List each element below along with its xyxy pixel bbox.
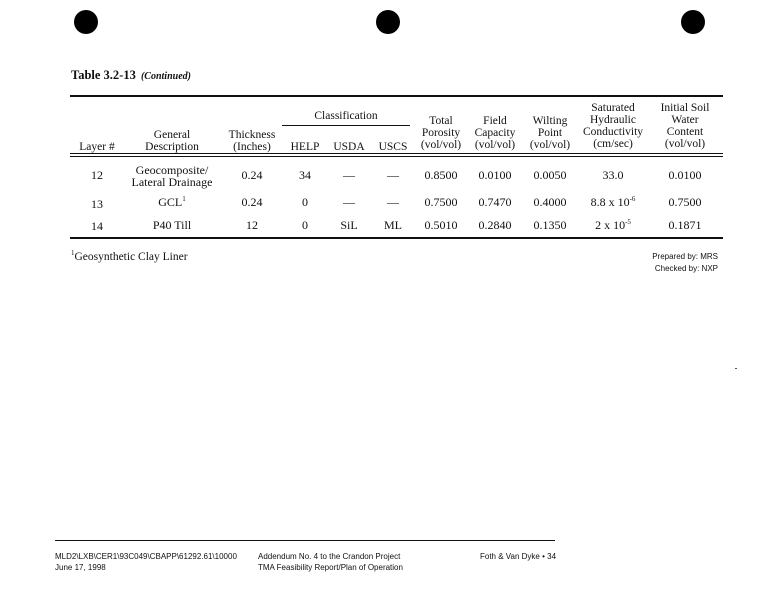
header-saturated-4: (cm/sec) — [593, 138, 633, 150]
header-initial-1: Initial Soil — [660, 102, 710, 114]
classification-rule — [282, 125, 410, 126]
cell-layer: 13 — [91, 197, 103, 211]
cell-description-1: Geocomposite/ — [135, 163, 209, 177]
header-total-1: Total — [429, 115, 453, 127]
cell-help: 0 — [302, 195, 308, 209]
conductivity-exponent: -6 — [629, 195, 636, 203]
table-bottom-rule — [70, 237, 723, 239]
prepared-by: Prepared by: MRS — [652, 252, 718, 261]
header-initial-2: Water — [671, 114, 699, 126]
header-total-2: Porosity — [421, 127, 461, 139]
cell-thickness: 0.24 — [241, 168, 263, 182]
cell-usda: — — [343, 195, 355, 209]
header-initial-3: Content — [666, 126, 704, 138]
footnote-reference: 1 — [182, 195, 186, 203]
header-wilting-2: Point — [537, 127, 563, 139]
table-top-rule — [70, 95, 723, 97]
header-wilting-1: Wilting — [532, 115, 568, 127]
conductivity-exponent: -5 — [625, 218, 631, 226]
footnote-mark: 1 — [71, 249, 75, 258]
header-rule-upper — [70, 153, 723, 154]
table-title — [71, 68, 191, 83]
cell-initial-water: 0.7500 — [668, 195, 702, 209]
header-initial-4: (vol/vol) — [664, 138, 706, 150]
cell-conductivity — [578, 219, 648, 232]
header-saturated-3: Conductivity — [582, 126, 644, 138]
cell-uscs: — — [387, 195, 399, 209]
cell-help: 0 — [302, 218, 308, 232]
cell-conductivity — [578, 196, 648, 209]
cell-field-capacity: 0.7470 — [478, 195, 512, 209]
cell-help: 34 — [299, 168, 311, 182]
cell-initial-water: 0.0100 — [668, 168, 702, 182]
cell-porosity: 0.8500 — [424, 168, 458, 182]
header-wilting-3: (vol/vol) — [529, 139, 571, 151]
header-help: HELP — [290, 141, 320, 153]
header-classification: Classification — [314, 110, 378, 122]
table-number: Table 3.2-13 — [71, 68, 136, 82]
table-continued-label: (Continued) — [140, 71, 191, 82]
cell-conductivity: 33.0 — [602, 168, 624, 182]
cell-layer: 12 — [91, 168, 103, 182]
footer-rule — [55, 540, 555, 541]
checked-by: Checked by: NXP — [654, 264, 718, 273]
header-general-1: General — [153, 129, 191, 141]
footnote-text: Geosynthetic Clay Liner — [74, 251, 188, 263]
cell-description: P40 Till — [152, 218, 192, 232]
conductivity-base: 8.8 x 10 — [590, 195, 630, 209]
header-total-3: (vol/vol) — [420, 139, 462, 151]
cell-uscs: ML — [384, 218, 402, 232]
cell-wilting-point: 0.4000 — [533, 195, 567, 209]
footnote — [71, 251, 188, 263]
header-thickness-1: Thickness — [228, 129, 276, 141]
header-field-3: (vol/vol) — [474, 139, 516, 151]
binder-hole-right — [681, 10, 705, 34]
header-usda: USDA — [333, 141, 365, 153]
cell-field-capacity: 0.0100 — [478, 168, 512, 182]
cell-wilting-point: 0.0050 — [533, 168, 567, 182]
cell-thickness: 12 — [246, 218, 258, 232]
cell-description-2: Lateral Drainage — [131, 175, 213, 189]
binder-hole-center — [376, 10, 400, 34]
stray-mark — [735, 368, 737, 369]
header-uscs: USCS — [378, 141, 408, 153]
header-saturated-2: Hydraulic — [590, 114, 636, 126]
footer-page-number: Foth & Van Dyke • 34 — [480, 552, 557, 561]
cell-field-capacity: 0.2840 — [478, 218, 512, 232]
cell-description-text: GCL — [158, 195, 183, 209]
cell-usda: — — [343, 168, 355, 182]
cell-uscs: — — [387, 168, 399, 182]
cell-thickness: 0.24 — [241, 195, 263, 209]
cell-initial-water: 0.1871 — [668, 218, 702, 232]
cell-usda: SiL — [340, 218, 358, 232]
header-field-2: Capacity — [474, 127, 516, 139]
cell-layer: 14 — [91, 219, 103, 233]
header-thickness-2: (Inches) — [233, 141, 271, 153]
header-saturated-1: Saturated — [591, 102, 635, 114]
cell-wilting-point: 0.1350 — [533, 218, 567, 232]
header-rule-lower — [70, 156, 723, 157]
footer-document-title-2: TMA Feasibility Report/Plan of Operation — [258, 563, 403, 572]
cell-porosity: 0.7500 — [424, 195, 458, 209]
binder-hole-left — [74, 10, 98, 34]
conductivity-base: 2 x 10 — [595, 218, 626, 232]
footer-document-title-1: Addendum No. 4 to the Crandon Project — [258, 552, 401, 561]
footer-date: June 17, 1998 — [55, 563, 106, 572]
header-field-1: Field — [483, 115, 507, 127]
cell-porosity: 0.5010 — [424, 218, 458, 232]
header-general-2: Description — [145, 141, 199, 153]
header-layer: Layer # — [79, 141, 115, 153]
cell-description — [124, 196, 220, 209]
footer-file-path: MLD2\LXB\CER1\93C049\CBAPP\61292.61\10000 — [55, 552, 237, 561]
